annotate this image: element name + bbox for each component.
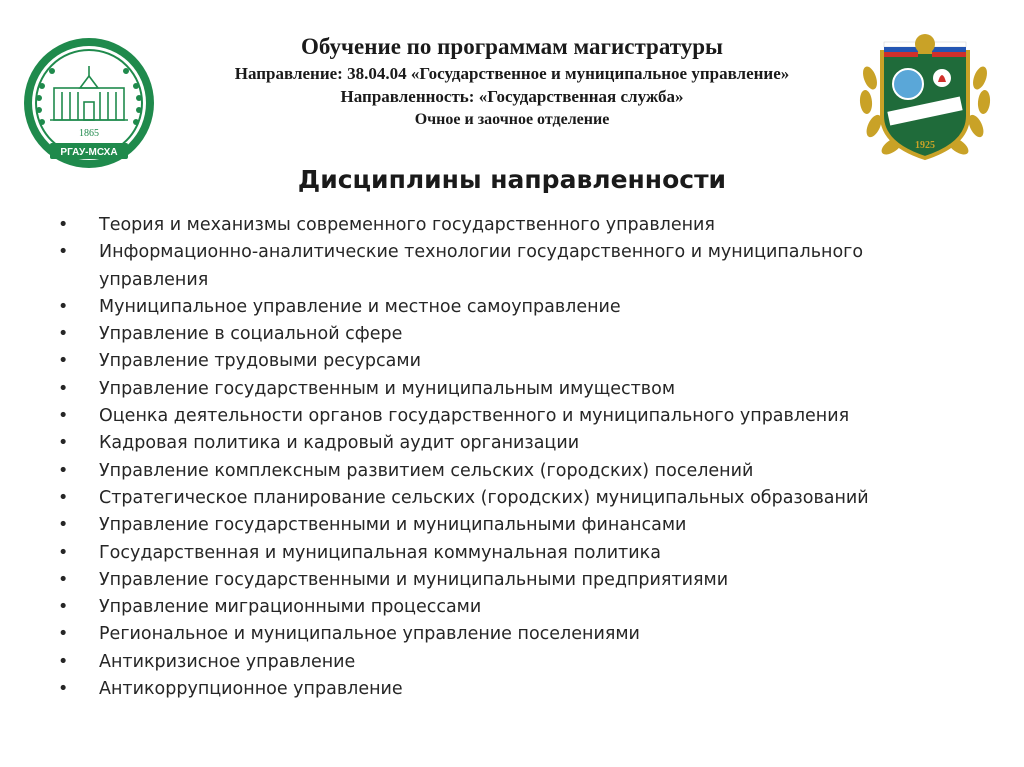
slide-header: [180, 32, 844, 131]
list-item: [58, 212, 958, 239]
list-item-text: Государственная и муниципальная коммунальная политика: [99, 542, 661, 563]
list-item-text: Управление миграционными процессами: [99, 597, 482, 618]
emblem-year: 1865: [79, 128, 99, 139]
section-title: Дисциплины направленности: [297, 165, 727, 194]
list-item-text: Муниципальное управление и местное самоуправление: [99, 296, 621, 317]
bullet-icon: •: [58, 296, 69, 317]
list-item-text: Управление в социальной сфере: [99, 324, 403, 345]
faculty-emblem-icon: [850, 18, 1000, 164]
list-item-text: Управление государственными и муниципальными предприятиями: [99, 569, 729, 590]
list-item: [58, 512, 958, 539]
list-item: [58, 485, 958, 512]
program-focus: Направленность: «Государственная служба»: [340, 87, 684, 106]
list-item-text: Антикризисное управление: [99, 651, 356, 672]
bullet-icon: •: [58, 433, 69, 454]
bullet-icon: •: [58, 542, 69, 563]
list-item: [58, 376, 958, 403]
bullet-icon: •: [58, 569, 69, 590]
emblem-name: РГАУ-МСХА: [60, 147, 118, 158]
bullet-icon: •: [58, 406, 69, 427]
list-item: [58, 458, 958, 485]
list-item-text: Стратегическое планирование сельских (городских) муниципальных образований: [99, 487, 869, 508]
bullet-icon: •: [58, 460, 69, 481]
list-item: [58, 649, 958, 676]
bullet-icon: •: [58, 215, 69, 235]
list-item-text: Управление комплексным развитием сельских (городских) поселений: [99, 460, 754, 481]
university-emblem-icon: [20, 36, 158, 170]
faculty-emblem-graphic: [850, 18, 1000, 164]
bullet-icon: •: [58, 679, 69, 700]
list-item-text: Оценка деятельности органов государственного и муниципального управления: [99, 406, 850, 427]
list-item: [58, 294, 958, 321]
bullet-icon: •: [58, 515, 69, 536]
bullet-icon: •: [58, 351, 69, 372]
bullet-icon: •: [58, 597, 69, 618]
list-item: [58, 430, 958, 457]
bullet-icon: •: [58, 651, 69, 672]
list-item: [58, 348, 958, 375]
disciplines-list: [58, 212, 958, 703]
list-item-text: Управление трудовыми ресурсами: [99, 351, 421, 372]
list-item: [58, 567, 958, 594]
bullet-icon: •: [58, 324, 69, 345]
list-item: [58, 621, 958, 648]
page-title: Обучение по программам магистратуры: [301, 34, 723, 59]
bullet-icon: •: [58, 624, 69, 645]
list-item-text: Управление государственными и муниципальными финансами: [99, 515, 687, 536]
list-item-text: Региональное и муниципальное управление поселениями: [99, 624, 640, 645]
list-item: [58, 403, 958, 430]
list-item-text: Управление государственным и муниципальным имуществом: [99, 378, 676, 399]
list-item-text: Теория и механизмы современного государственного управления: [99, 215, 715, 235]
list-item-text: Антикоррупционное управление: [99, 679, 403, 700]
list-item: [58, 321, 958, 348]
list-item: [58, 239, 958, 294]
faculty-emblem-year: 1925: [915, 140, 935, 151]
university-emblem-graphic: [20, 36, 158, 170]
bullet-icon: •: [58, 487, 69, 508]
study-form: Очное и заочное отделение: [414, 111, 610, 128]
list-item: [58, 676, 958, 703]
program-direction: Направление: 38.04.04 «Государственное и муниципальное управление»: [234, 64, 790, 83]
list-item: [58, 594, 958, 621]
list-item: [58, 540, 958, 567]
bullet-icon: •: [58, 378, 69, 399]
list-item-text: Информационно-аналитические технологии государственного и муниципального управления: [99, 242, 864, 290]
list-item-text: Кадровая политика и кадровый аудит организации: [99, 433, 580, 454]
bullet-icon: •: [58, 242, 69, 263]
